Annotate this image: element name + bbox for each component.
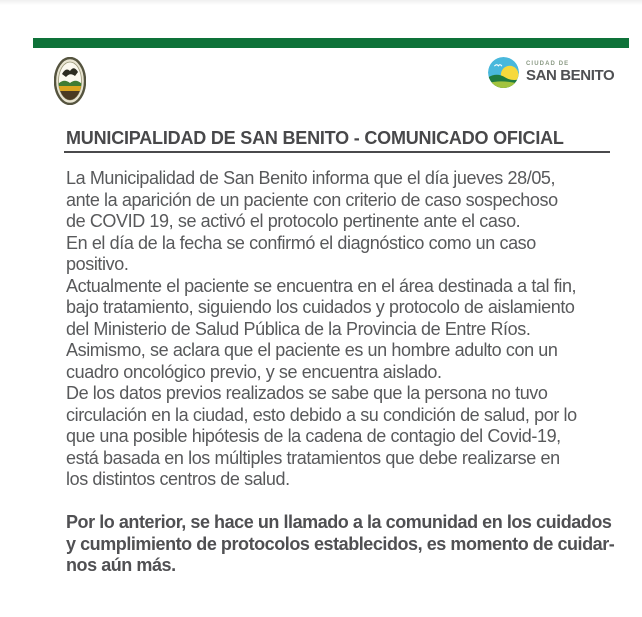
body-line: bajo tratamiento, siguiendo los cuidados y protocolo de aislamiento: [66, 297, 575, 317]
body-line: Asimismo, se aclara que el paciente es un hombre adulto con un: [66, 340, 558, 360]
body-line: Actualmente el paciente se encuentra en el área destinada a tal fin,: [66, 275, 577, 296]
header-green-bar: [33, 38, 629, 48]
body-line: De los datos previos realizados se sabe que la persona no tuvo: [66, 383, 548, 403]
title-underline: [64, 151, 610, 153]
san-benito-logo-icon: [488, 57, 519, 88]
brand-tagline: CIUDAD DE: [526, 61, 570, 67]
body-line: los distintos centros de salud.: [66, 469, 290, 489]
body-line: cuadro oncológico previo, y se encuentra aislado.: [66, 361, 442, 382]
san-benito-logo: [488, 57, 614, 88]
scan-artifact-edge: [0, 0, 642, 5]
closing-line: Por lo anterior, se hace un llamado a la comunidad en los cuidados: [66, 512, 612, 532]
body-line: ante la aparición de un paciente con criterio de caso sospechoso: [66, 189, 558, 210]
municipal-crest-icon: [54, 57, 86, 105]
communique-body: [66, 168, 614, 577]
closing-paragraph: [66, 512, 614, 577]
body-line: positivo.: [66, 254, 129, 274]
body-line: que una posible hipótesis de la cadena de contagio del Covid-19,: [66, 426, 561, 446]
body-line: está basada en los múltiples tratamientos que debe realizarse en: [66, 447, 560, 468]
body-line: circulación en la ciudad, esto debido a su condición de salud, por lo: [66, 404, 577, 425]
body-line: En el día de la fecha se confirmó el diagnóstico como un caso: [66, 232, 536, 253]
closing-line: y cumplimiento de protocolos establecidos, es momento de cuidar-: [66, 533, 615, 554]
closing-line: nos aún más.: [66, 555, 176, 575]
body-line: de COVID 19, se activó el protocolo pertinente ante el caso.: [66, 211, 521, 231]
page-title: MUNICIPALIDAD DE SAN BENITO - COMUNICADO OFICIAL: [66, 128, 564, 148]
brand-name: SAN BENITO: [526, 67, 615, 84]
body-line: La Municipalidad de San Benito informa que el día jueves 28/05,: [66, 168, 556, 188]
body-line: del Ministerio de Salud Pública de la Provincia de Entre Ríos.: [66, 318, 531, 339]
paragraph-spacer: [66, 491, 614, 513]
